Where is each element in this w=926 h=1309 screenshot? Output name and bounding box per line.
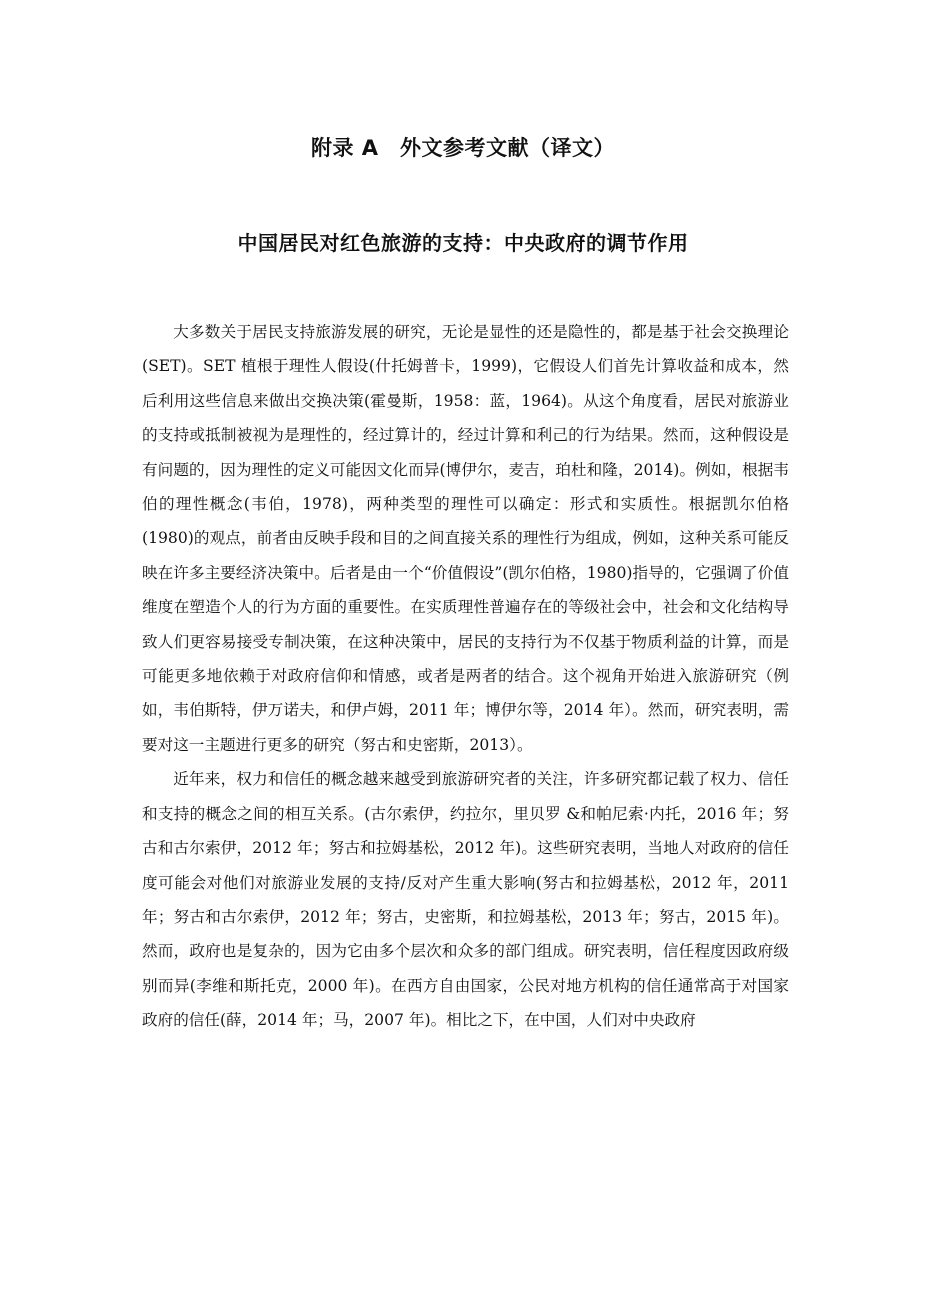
paragraph-2: 近年来，权力和信任的概念越来越受到旅游研究者的关注，许多研究都记载了权力、信任和支持的概念之间的相互关系。(古尔索伊，约拉尔，里贝罗 &和帕尼索·内托，2016 年；努古和古尔索伊，2012 年；努古和拉姆基松，2012 年)。这些研究表明，当地人对政府的信任度可能会对他们对旅游业发展的支持/反对产生重大影响(努古和拉姆基松，2012 年，2011 年；努古和古尔索伊，2012 年；努古，史密斯，和拉姆基松，2013 年；努古，2015 年)。然而，政府也是复杂的，因为它由多个层次和众多的部门组成。研究表明，信任程度因政府级别而异(李维和斯托克，2000 年)。在西方自由国家，公民对地方机构的信任通常高于对国家政府的信任(薛，2014 年；马，2007 年)。相比之下，在中国，人们对中央政府	[142, 770, 789, 1030]
appendix-title: 附录 A 外文参考文献（译文）	[310, 136, 616, 160]
paper-title: 中国居民对红色旅游的支持：中央政府的调节作用	[237, 231, 689, 255]
body-text	[142, 315, 789, 1038]
paragraph-1: 大多数关于居民支持旅游发展的研究，无论是显性的还是隐性的，都是基于社会交换理论(SET)。SET 植根于理性人假设(什托姆普卡，1999)，它假设人们首先计算收益和成本，然后利用这些信息来做出交换决策(霍曼斯，1958：蓝，1964)。从这个角度看，居民对旅游业的支持或抵制被视为是理性的，经过算计的，经过计算和利己的行为结果。然而，这种假设是有问题的，因为理性的定义可能因文化而异(博伊尔，麦吉，珀杜和隆，2014)。例如，根据韦伯的理性概念(韦伯，1978)，两种类型的理性可以确定：形式和实质性。根据凯尔伯格(1980)的观点，前者由反映手段和目的之间直接关系的理性行为组成，例如，这种关系可能反映在许多主要经济决策中。后者是由一个“价值假设”(凯尔伯格，1980)指导的，它强调了价值维度在塑造个人的行为方面的重要性。在实质理性普遍存在的等级社会中，社会和文化结构导致人们更容易接受专制决策，在这种决策中，居民的支持行为不仅基于物质利益的计算，而是可能更多地依赖于对政府信仰和情感，或者是两者的结合。这个视角开始进入旅游研究（例如，韦伯斯特，伊万诺夫，和伊卢姆，2011 年；博伊尔等，2014 年）。然而，研究表明，需要对这一主题进行更多的研究（努古和史密斯，2013）。	[142, 323, 789, 754]
